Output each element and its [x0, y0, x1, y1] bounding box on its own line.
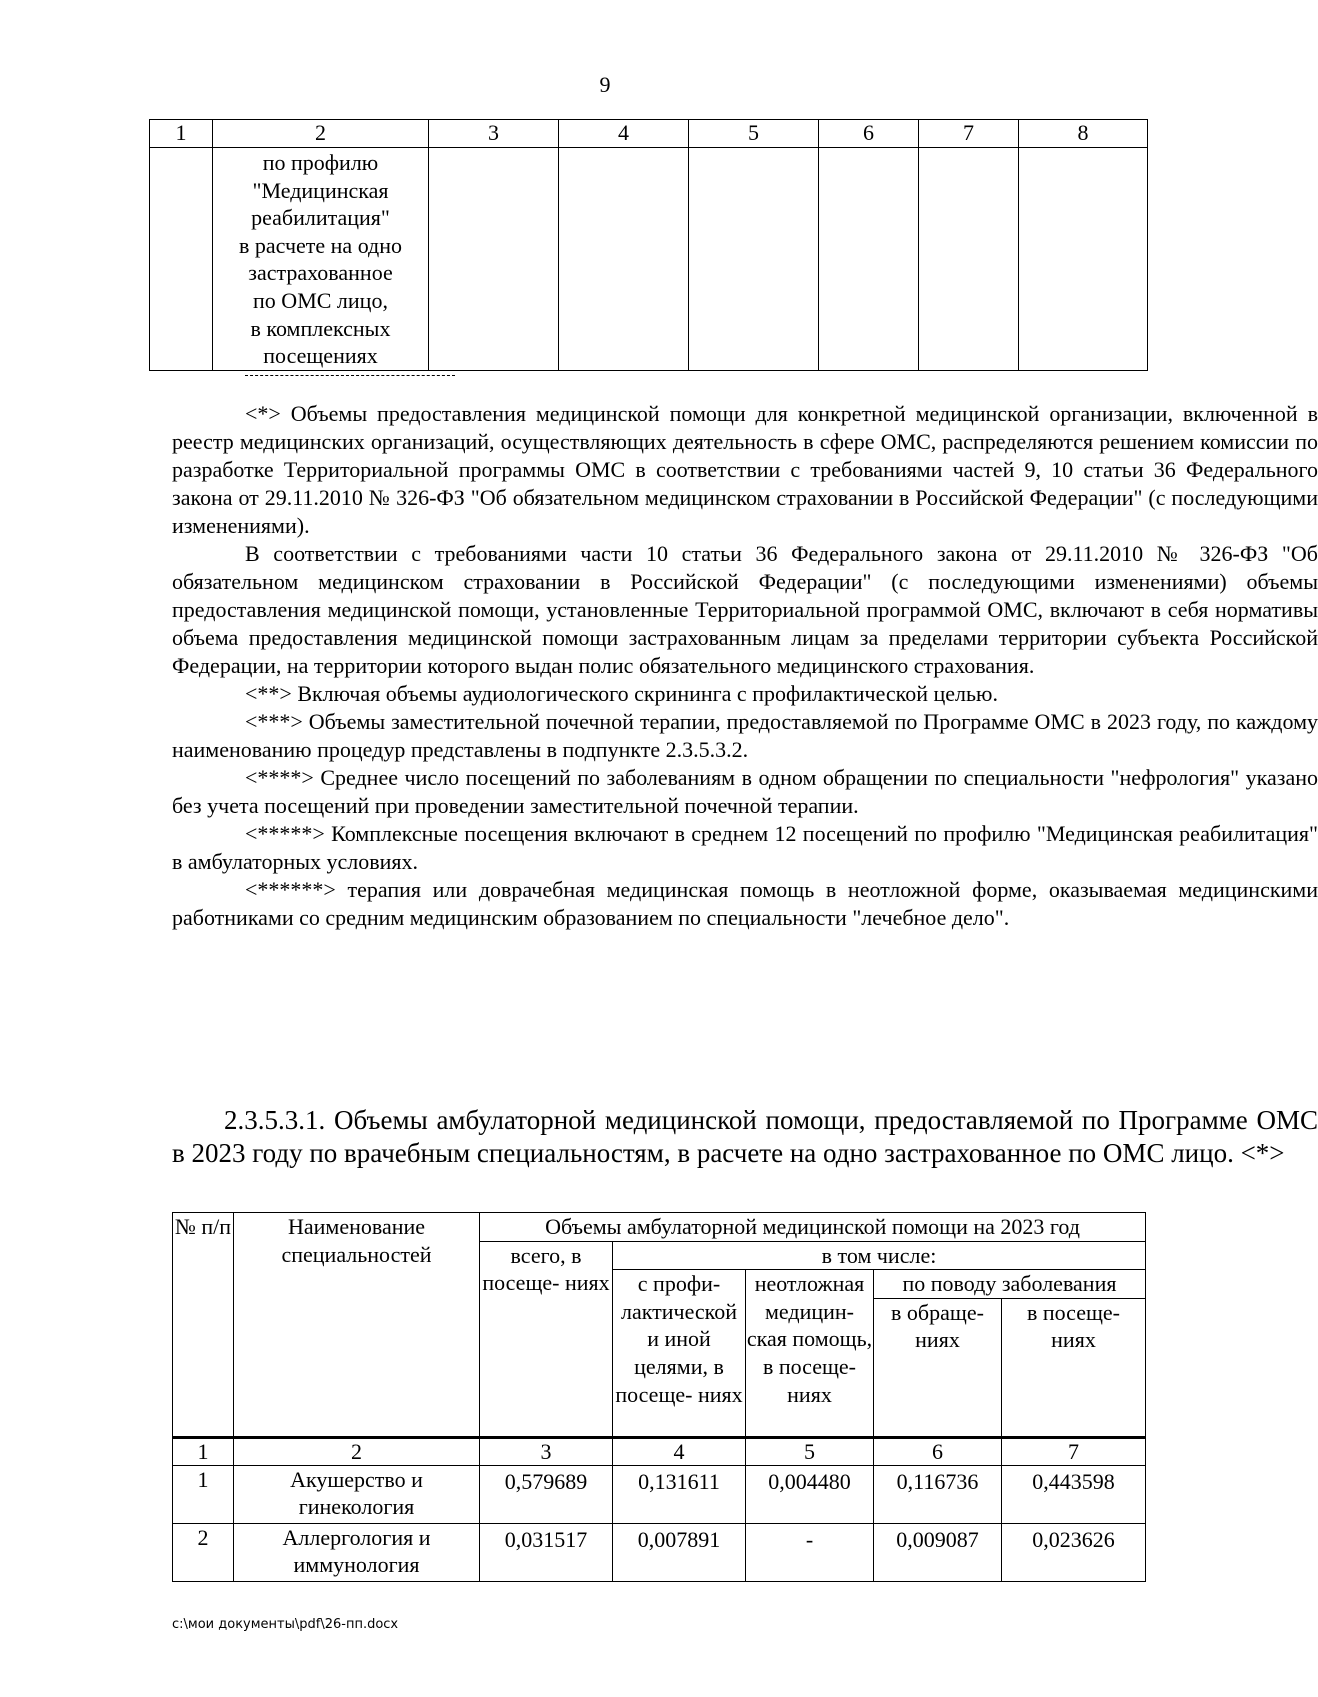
column-number: 2	[234, 1437, 480, 1465]
cell-line: по ОМС лицо,	[253, 287, 388, 313]
cell-line: по профилю	[262, 150, 379, 175]
header-group: Объемы амбулаторной медицинской помощи на 2023 год	[480, 1213, 1146, 1242]
value-disease-visits: 0,443598	[1002, 1465, 1146, 1523]
header-disease-cases: в обраще- ниях	[874, 1298, 1002, 1437]
value-disease-visits: 0,023626	[1002, 1523, 1146, 1581]
continued-table	[149, 119, 1148, 371]
header-disease: по поводу заболевания	[874, 1270, 1146, 1299]
table-row	[150, 148, 1148, 371]
table-cell	[689, 148, 819, 371]
row-number: 2	[173, 1523, 234, 1581]
value-prophylactic: 0,007891	[613, 1523, 746, 1581]
cell-line: реабилитация"	[251, 205, 390, 231]
table-row	[173, 1465, 1146, 1523]
page-number: 9	[599, 72, 611, 97]
footnote: <******> терапия или доврачебная медицинская помощь в неотложной форме, оказываемая медицинскими работниками со средним медицинским образованием по специальности "лечебное дело".	[172, 877, 1318, 930]
header-specialty: Наименование специальностей	[234, 1213, 480, 1438]
value-disease-cases: 0,116736	[874, 1465, 1002, 1523]
section-heading: 2.3.5.3.1. Объемы амбулаторной медицинской помощи, предоставляемой по Программе ОМС в 2023 году по врачебным специальностям, в расчете на одно застрахованное по ОМС лицо. <*>	[172, 1105, 1318, 1168]
column-number: 7	[919, 120, 1019, 148]
file-path-footer: c:\мои документы\pdf\26-пп.docx	[172, 1617, 399, 1632]
column-number: 2	[213, 120, 429, 148]
column-number-row	[173, 1437, 1146, 1465]
header-disease-visits: в посеще- ниях	[1002, 1298, 1146, 1437]
value-disease-cases: 0,009087	[874, 1523, 1002, 1581]
cell-line: в комплексных	[250, 315, 391, 341]
value-total: 0,579689	[480, 1465, 613, 1523]
header-total: всего, в посеще- ниях	[480, 1241, 613, 1437]
cell-line: застрахованное	[248, 260, 393, 286]
table-cell	[429, 148, 559, 371]
footnotes	[172, 400, 1318, 932]
column-number: 4	[613, 1437, 746, 1465]
header-number: № п/п	[173, 1213, 234, 1438]
column-number: 6	[874, 1437, 1002, 1465]
column-number: 5	[746, 1437, 874, 1465]
value-urgent: 0,004480	[746, 1465, 874, 1523]
value-total: 0,031517	[480, 1523, 613, 1581]
table-header-row	[173, 1213, 1146, 1242]
specialty-name: Акушерство и гинекология	[234, 1465, 480, 1523]
column-number: 5	[689, 120, 819, 148]
cell-line: посещениях	[263, 343, 378, 369]
volumes-table	[172, 1212, 1146, 1582]
value-urgent: -	[746, 1523, 874, 1581]
table-cell	[819, 148, 919, 371]
column-number: 1	[150, 120, 213, 148]
footnote: <*> Объемы предоставления медицинской помощи для конкретной медицинской организации, включенной в реестр медицинских организаций, осуществляющих деятельность в сфере ОМС, распределяются решением комиссии по разработке Территориальной программы ОМС в соответствии с требованиями частей 9, 10 статьи 36 Федерального закона от 29.11.2010 № 326-ФЗ "Об обязательном медицинском страховании в Российской Федерации" (с последующими изменениями).	[172, 401, 1318, 538]
value-prophylactic: 0,131611	[613, 1465, 746, 1523]
table-cell	[1019, 148, 1148, 371]
column-number: 8	[1019, 120, 1148, 148]
table-cell	[150, 148, 213, 371]
table-row	[173, 1523, 1146, 1581]
footnote: <****> Среднее число посещений по заболеваниям в одном обращении по специальности "нефрология" указано без учета посещений при проведении заместительной почечной терапии.	[172, 765, 1318, 818]
table-header-row	[150, 120, 1148, 148]
table-cell	[559, 148, 689, 371]
column-number: 1	[173, 1437, 234, 1465]
cell-line: в расчете на одно	[238, 232, 403, 258]
row-number: 1	[173, 1465, 234, 1523]
column-number: 7	[1002, 1437, 1146, 1465]
column-number: 4	[559, 120, 689, 148]
table-cell	[213, 148, 429, 371]
header-urgent: неотложная медицин- ская помощь, в посеще- ниях	[746, 1270, 874, 1438]
footnote: <***> Объемы заместительной почечной терапии, предоставляемой по Программе ОМС в 2023 году, по каждому наименованию процедур представлены в подпункте 2.3.5.3.2.	[172, 709, 1318, 762]
footnote: В соответствии с требованиями части 10 статьи 36 Федерального закона от 29.11.2010 № 326-ФЗ "Об обязательном медицинском страховании в Российской Федерации" (с последующими изменениями) объемы предоставления медицинской помощи, установленные Территориальной программой ОМС, включают в себя нормативы объема предоставления медицинской помощи застрахованным лицам за пределами территории субъекта Российской Федерации, на территории которого выдан полис обязательного медицинского страхования.	[172, 541, 1318, 678]
column-number: 3	[429, 120, 559, 148]
specialty-name: Аллергология и иммунология	[234, 1523, 480, 1581]
cell-line: "Медицинская	[252, 177, 389, 203]
footnote-separator	[245, 375, 455, 376]
header-including: в том числе:	[613, 1241, 1146, 1270]
footnote: <**> Включая объемы аудиологического скрининга с профилактической целью.	[245, 681, 998, 706]
column-number: 3	[480, 1437, 613, 1465]
table-cell	[919, 148, 1019, 371]
header-prophylactic: с профи- лактической и иной целями, в посеще- ниях	[613, 1270, 746, 1438]
column-number: 6	[819, 120, 919, 148]
footnote: <*****> Комплексные посещения включают в среднем 12 посещений по профилю "Медицинская реабилитация" в амбулаторных условиях.	[172, 821, 1318, 874]
